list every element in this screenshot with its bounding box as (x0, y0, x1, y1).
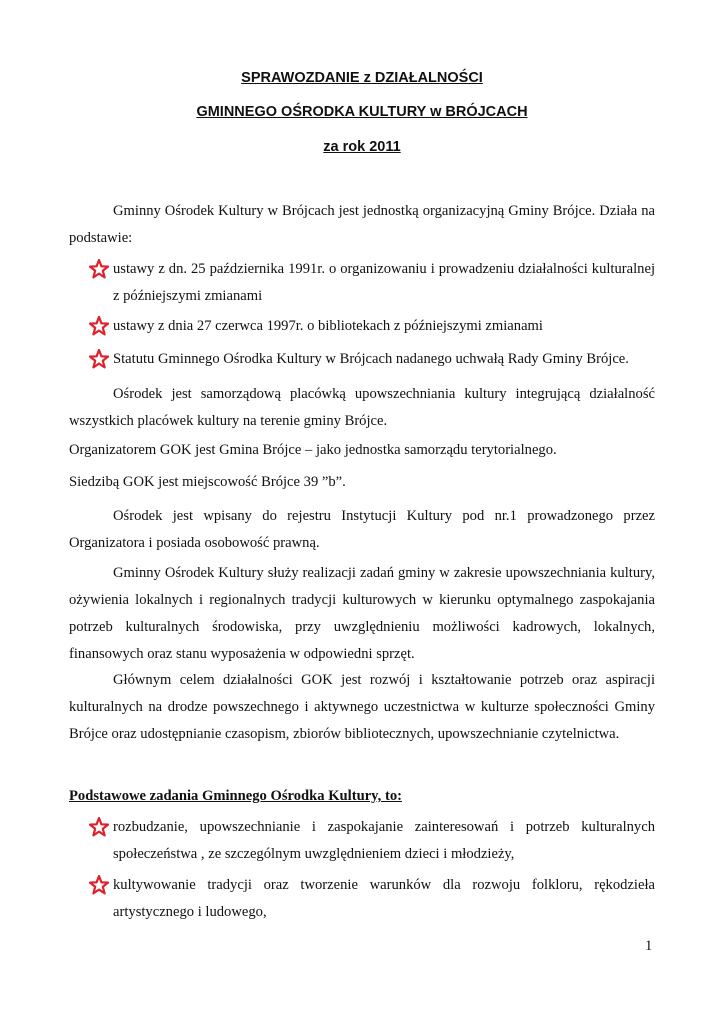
red-star-icon (89, 316, 109, 336)
task-item: kultywowanie tradycji oraz tworzenie warunków dla rozwoju folkloru, rękodzieła artystycznego i ludowego, (113, 877, 655, 920)
intro-paragraph: Gminny Ośrodek Kultury w Brójcach jest jednostką organizacyjną Gminy Brójce. Działa na podstawie: (69, 203, 655, 246)
red-star-icon (89, 875, 109, 895)
red-star-icon (89, 259, 109, 279)
red-star-icon (89, 349, 109, 369)
register-paragraph: Ośrodek jest wpisany do rejestru Instytucji Kultury pod nr.1 prowadzonego przez Organizatora i posiada osobowość prawną. (69, 508, 655, 551)
legal-basis-item: Statutu Gminnego Ośrodka Kultury w Brójcach nadanego uchwałą Rady Gminy Brójce. (113, 351, 629, 367)
legal-basis-item: ustawy z dnia 27 czerwca 1997r. o bibliotekach z późniejszymi zmianami (113, 318, 543, 334)
seat-paragraph: Siedzibą GOK jest miejscowość Brójce 39 ”b”. (69, 474, 346, 490)
tasks-paragraph: Gminny Ośrodek Kultury służy realizacji zadań gminy w zakresie upowszechniania kultury, ożywienia lokalnych i regionalnych tradycji kulturowych w kierunku optymalnego zaspokajania potrzeb kulturalnych środowiska, przy uwzględnieniu możliwości kadrowych, lokalnych, finansowych oraz stanu wyposażenia w odpowiedni sprzęt. (69, 565, 655, 662)
goal-paragraph: Głównym celem działalności GOK jest rozwój i kształtowanie potrzeb oraz aspiracji kulturalnych na drodze powszechnego i aktywnego uczestnictwa w kulturze społeczności Gminy Brójce oraz udostępnianie czasopism, zbiorów bibliotecznych, upowszechnianie czytelnictwa. (69, 672, 655, 742)
legal-basis-item: ustawy z dn. 25 października 1991r. o organizowaniu i prowadzeniu działalności kulturalnej z późniejszymi zmianami (113, 261, 655, 304)
red-star-icon (89, 817, 109, 837)
task-item: rozbudzanie, upowszechnianie i zaspokajanie zainteresowań i potrzeb kulturalnych społeczeństwa , ze szczególnym uwzględnieniem dzieci i młodzieży, (113, 819, 655, 862)
page-number: 1 (645, 938, 653, 954)
document-title-line-1: SPRAWOZDANIE z DZIAŁALNOŚCI (241, 70, 483, 86)
document-title-line-2: GMINNEGO OŚRODKA KULTURY w BRÓJCACH (196, 104, 528, 120)
institution-paragraph: Ośrodek jest samorządową placówką upowszechniania kultury integrującą działalność wszystkich placówek kultury na terenie gminy Brójce. (69, 386, 655, 429)
document-title-line-3: za rok 2011 (323, 139, 401, 155)
organizer-paragraph: Organizatorem GOK jest Gmina Brójce – jako jednostka samorządu terytorialnego. (69, 442, 557, 458)
section-heading: Podstawowe zadania Gminnego Ośrodka Kultury, to: (69, 788, 402, 804)
